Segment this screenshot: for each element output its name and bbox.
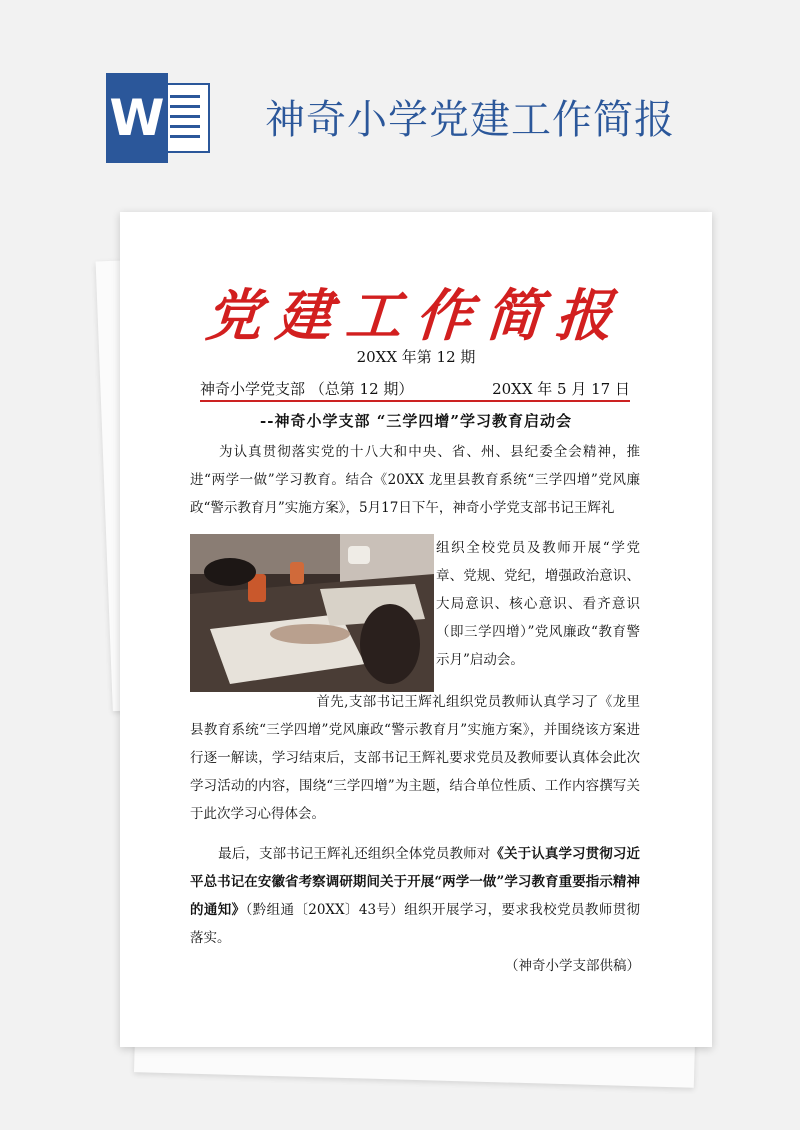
issue-number: 20XX 年第 12 期 [356,348,476,366]
page-title: 神奇小学党建工作简报 [265,97,675,143]
word-badge: W [106,73,168,163]
meeting-photo-image [190,534,434,692]
signature: （神奇小学支部供稿） [505,958,640,974]
paragraph-1-text: 为认真贯彻落实党的十八大和中央、省、州、县纪委全会精神，推进“两学一做”学习教育。结合《20XX 龙里县教育系统“三学四增”党风廉政“警示教育月”实施方案》，5月17日下午，神奇小学党支部书记王辉礼 [190,444,640,516]
meta-line [200,378,630,400]
promo-header [0,0,800,210]
document-page [120,212,712,1047]
paragraph-4-start: 最后，支部书记王辉礼还组织全体党员教师对 [218,846,491,862]
paragraph-4 [190,840,640,980]
meeting-photo [190,534,434,692]
branch-name: 神奇小学党支部 （总第 12 期） [200,380,414,398]
paragraph-3-text: 首先,支部书记王辉礼组织党员教师认真学习了《龙里县教育系统“三学四增”党风廉政“警示教育月”实施方案》，并围绕该方案进行逐一解读，学习结束后，支部书记王辉礼要求党员及教师要认真体会此次学习活动的内容，围绕“三学四增”为主题，结合单位性质、工作内容撰写关于此次学习心得体会。 [190,694,640,822]
issue-date: 20XX 年 5 月 17 日 [492,380,630,398]
masthead: 党建工作简报 [203,283,629,349]
paragraph-4-end: （黔组通〔20XX〕43号）组织开展学习，要求我校党员教师贯彻落实。 [190,902,641,946]
article-subtitle: --神奇小学支部 “三学四增”学习教育启动会 [260,412,572,430]
paragraph-2: 组织全校党员及教师开展“学党章、党规、党纪，增强政治意识、大局意识、核心意识、看齐意识（即三学四增）”党风廉政“教育警示月”启动会。 [436,540,640,668]
word-icon [106,73,212,163]
red-divider [200,400,630,402]
paragraph-3 [190,688,640,828]
notice-title: 《关于认真学习贯彻习近平总书记在安徽省考察调研期间关于开展“两学一做”学习教育重要指示精神的通知》 [190,846,641,918]
paragraph-1 [190,438,640,522]
